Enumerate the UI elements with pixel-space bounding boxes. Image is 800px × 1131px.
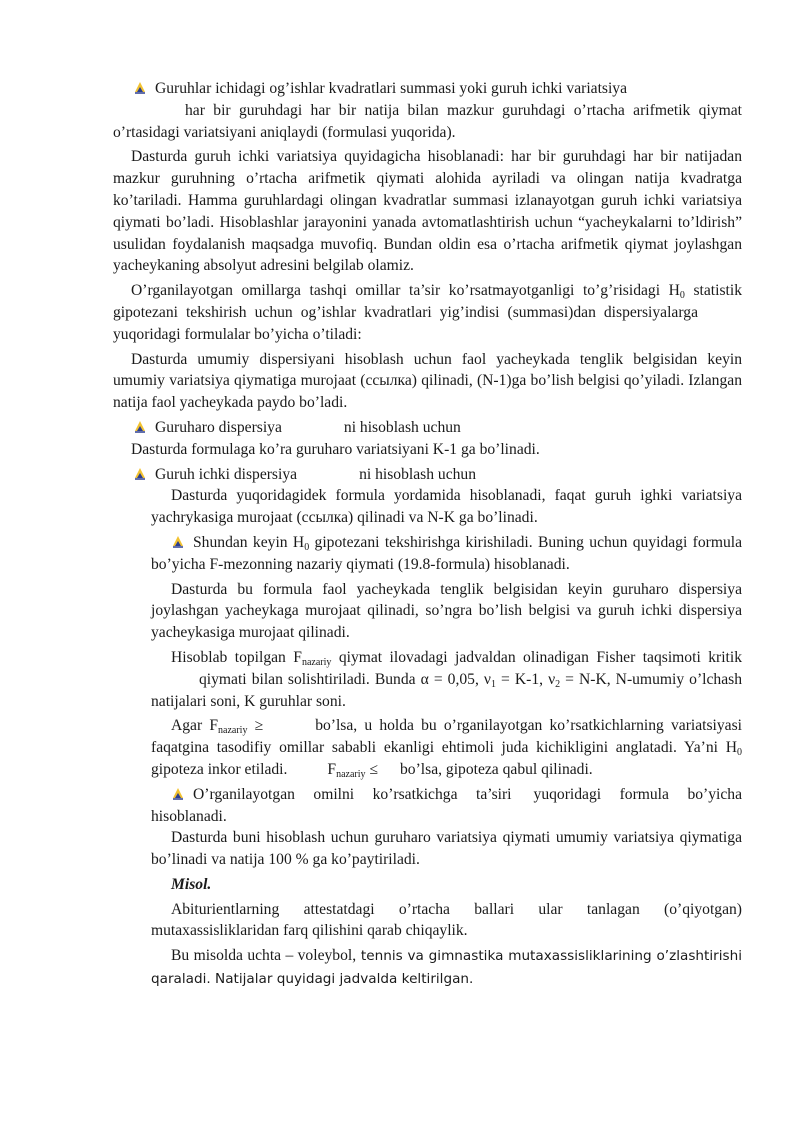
paragraph-9: Shundan keyin $H_0$ gipotezani tekshirishga kirishiladi. Buning uchun quyidagi formula bo’yicha F-mezonning nazariy qiymati (19.8-formula) hisoblanadi. [151,533,743,573]
paragraph-1: Guruhlar ichidagi og’ishlar kvadratlari summasi yoki guruh ichki variatsiya [113,78,742,100]
paragraph-10: Dasturda bu formula faol yacheykada tenglik belgisidan keyin guruharo dispersiya joylashgan yacheykaga murojaat qilinadi, so’ngra bo’lish belgisi va guruh ichki dispersiya yacheykasiga murojaat qilinadi. [151,580,742,642]
paragraph-2: Dasturda guruh ichki variatsiya quyidagicha hisoblanadi: har bir guruhdagi har bir natijadan mazkur guruhning o’rtacha arifmetik qiymati alohida ayriladi va olingan natija kvadratga ko’tariladi. Hamma guruhlardagi olingan kvadratlar summasi izlanayotgan guruh ichki variatsiya qiymati bo’ladi. Hisoblashlar jarayonini yanada avtomatlashtirish uchun “yacheykalarni to’ldirish” usulidan foydalanish maqsadga muvofiq. Bundan oldin esa o’rtacha arifmetik qiymat joylashgan yacheykaning absolyut adresini belgilab olamiz. [113,148,742,275]
paragraph-14: Dasturda buni hisoblash uchun guruharo variatsiya qiymati umumiy variatsiya qiymatiga bo’linadi va natija 100 % ga ko’paytiriladi. [151,829,742,869]
example-heading: Misol. [171,875,212,893]
arrow-down-triangle-icon [133,80,147,94]
sub-block [113,485,742,991]
paragraph-1-cont: har bir guruhdagi har bir natija bilan mazkur guruhdagi o’rtacha arifmetik qiymat o’rtasidagi variatsiyani aniqlaydi (formulasi yuqorida). [113,101,742,141]
paragraph-16: Abiturientlarning attestatdagi o’rtacha ballari ular tanlagan (o’qiyotgan) mutaxassisliklaridan farq qilishini qarab chiqaylik. [151,900,742,940]
arrow-down-triangle-icon [171,786,185,800]
paragraph-12: Agar $F_{nazariy}$ ≥ bo’lsa, u holda bu o’rganilayotgan ko’rsatkichlarning variatsiyasi faqatgina tasodifiy omillar sababli ekanligi ehtimoli juda kichikligini anglatadi. Ya’ni $H_0$ gipoteza inkor etiladi. $F_{nazariy}$ ≤ bo’lsa, gipoteza qabul qilinadi. [151,717,742,780]
paragraph-5: Guruharo dispersiya ni hisoblash uchun [113,417,742,439]
arrow-down-triangle-icon [171,534,185,548]
paragraph-3: O’rganilayotgan omillarga tashqi omillar ta’sir ko’rsatmayotganligi to’g’risidagi $H_0$ statistik gipotezani tekshirish uchun og’ishlar kvadratlari yig’indisi (summasi)dan dispersiyalargayuqoridagi formulalar bo’yicha o’tiladi: [113,282,742,343]
document-page [113,78,742,991]
paragraph-13: O’rganilayotgan omilni ko’rsatkichga ta’siri yuqoridagi formula bo’yicha hisoblanadi. [151,785,742,825]
paragraph-4: Dasturda umumiy dispersiyani hisoblash uchun faol yacheykada tenglik belgisidan keyin umumiy variatsiya qiymatiga murojaat (ссылка) qilinadi, (N-1)ga bo’lish belgisi qo’yiladi. Izlangan natija faol yacheykada paydo bo’ladi. [113,350,742,412]
paragraph-7: Guruh ichki dispersiya ni hisoblash uchun [113,464,742,486]
paragraph-8: Dasturda yuqoridagidek formula yordamida hisoblanadi, faqat guruh ighki variatsiya yachrykasiga murojaat (ссылка) qilinadi va N-K ga bo’linadi. [151,487,742,527]
paragraph-6: Dasturda formulaga ko’ra guruharo variatsiyani K-1 ga bo’linadi. [131,440,540,458]
arrow-down-triangle-icon [133,466,147,480]
paragraph-11: Hisoblab topilgan $F_{nazariy}$ qiymat ilovadagi jadvaldan olinadigan Fisher taqsimoti kritikqiymati bilan solishtiriladi. Bunda α = 0,05, $\nu_1 = K-1$, $\nu_2 = N-K$, N-umumiy o’lchash natijalari soni, K guruhlar soni. [151,648,742,710]
paragraph-17: Bu misolda uchta – voleybol, tennis va gimnastika mutaxassisliklarining o’zlashtirishi qaraladi. Natijalar quyidagi jadvalda keltirilgan. [151,947,742,988]
arrow-down-triangle-icon [133,419,147,433]
